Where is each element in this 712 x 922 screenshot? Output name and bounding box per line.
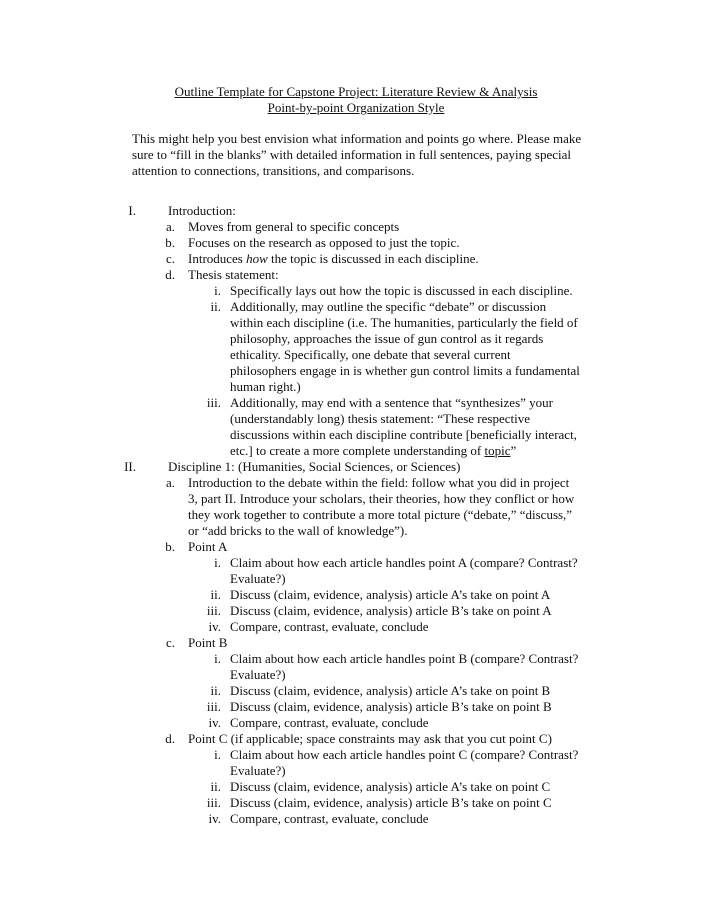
item-text: Discuss (claim, evidence, analysis) article B’s take on point B xyxy=(230,699,552,714)
item-label: i. xyxy=(214,651,221,666)
item-text: Discuss (claim, evidence, analysis) article B’s take on point C xyxy=(230,795,552,810)
document-title: Outline Template for Capstone Project: Literature Review & Analysis xyxy=(174,84,538,99)
item-text-part: Introduces xyxy=(188,251,247,266)
item-label: ii. xyxy=(210,779,221,794)
item-text-continued: philosophy, approaches the issue of gun control as it regards xyxy=(230,331,544,346)
item-label: d. xyxy=(165,731,175,746)
item-text: Claim about how each article handles point A (compare? Contrast? xyxy=(230,555,578,570)
item-label: i. xyxy=(214,283,221,298)
item-label: i. xyxy=(214,747,221,762)
item-label: iii. xyxy=(206,699,221,714)
item-text-continued: (understandably long) thesis statement: “These respective xyxy=(230,411,530,426)
item-text: Discuss (claim, evidence, analysis) article B’s take on point A xyxy=(230,603,552,618)
item-text-part: ” xyxy=(510,443,517,458)
intro-paragraph-line: attention to connections, transitions, and comparisons. xyxy=(132,163,415,178)
item-text-continued: ethicality. Specifically, one debate that several current xyxy=(230,347,511,362)
item-text: Point A xyxy=(188,539,228,554)
item-text: Introduction to the debate within the field: follow what you did in project xyxy=(188,475,570,490)
item-label: a. xyxy=(165,475,175,490)
item-text-continued: 3, part II. Introduce your scholars, their theories, how they conflict or how xyxy=(188,491,575,506)
item-text: Moves from general to specific concepts xyxy=(188,219,400,234)
item-label: a. xyxy=(165,219,175,234)
intro-paragraph-line: This might help you best envision what information and points go where. Please make xyxy=(132,131,582,146)
item-text: Point C (if applicable; space constraints may ask that you cut point C) xyxy=(188,731,552,746)
section-heading: Discipline 1: (Humanities, Social Sciences, or Sciences) xyxy=(168,459,461,474)
item-text: Claim about how each article handles point B (compare? Contrast? xyxy=(230,651,579,666)
item-text: Point B xyxy=(188,635,228,650)
item-text: Compare, contrast, evaluate, conclude xyxy=(230,715,429,730)
document-subtitle: Point-by-point Organization Style xyxy=(267,100,445,115)
item-label: i. xyxy=(214,555,221,570)
item-label: iii. xyxy=(206,395,221,410)
item-text: Discuss (claim, evidence, analysis) article A’s take on point B xyxy=(230,683,551,698)
item-text: Discuss (claim, evidence, analysis) article A’s take on point A xyxy=(230,587,551,602)
item-label: ii. xyxy=(210,683,221,698)
item-text xyxy=(188,251,479,267)
item-text-emphasis: how xyxy=(246,251,268,266)
item-text: Additionally, may outline the specific “debate” or discussion xyxy=(230,299,547,314)
item-text: Thesis statement: xyxy=(188,267,279,282)
item-text-continued: within each discipline (i.e. The humanities, particularly the field of xyxy=(230,315,578,330)
item-label: b. xyxy=(165,539,175,554)
intro-paragraph-line: sure to “fill in the blanks” with detailed information in full sentences, paying special xyxy=(132,147,571,162)
item-text: Claim about how each article handles point C (compare? Contrast? xyxy=(230,747,579,762)
item-text-continued: Evaluate?) xyxy=(230,667,286,682)
item-label: b. xyxy=(165,235,175,250)
item-text: Focuses on the research as opposed to just the topic. xyxy=(188,235,460,250)
item-label: d. xyxy=(165,267,175,282)
roman-numeral: I. xyxy=(128,203,136,218)
item-text-part: the topic is discussed in each discipline. xyxy=(267,251,479,266)
item-text: Compare, contrast, evaluate, conclude xyxy=(230,619,429,634)
item-label: c. xyxy=(165,635,175,650)
item-text-continued: philosophers engage in is whether gun control limits a fundamental xyxy=(230,363,580,378)
item-text-continued xyxy=(230,443,516,459)
item-text: Compare, contrast, evaluate, conclude xyxy=(230,811,429,826)
item-label: iv. xyxy=(208,619,221,634)
item-text: Additionally, may end with a sentence that “synthesizes” your xyxy=(230,395,553,410)
item-text-part: etc.] to create a more complete understanding of xyxy=(230,443,485,458)
item-label: iv. xyxy=(208,715,221,730)
item-text-continued: human right.) xyxy=(230,379,301,394)
item-text-continued: they work together to contribute a more total picture (“debate,” “discuss,” xyxy=(188,507,573,522)
item-text-continued: Evaluate?) xyxy=(230,571,286,586)
item-text-continued: or “add bricks to the wall of knowledge”). xyxy=(188,523,408,538)
item-text: Specifically lays out how the topic is discussed in each discipline. xyxy=(230,283,573,298)
item-label: iii. xyxy=(206,795,221,810)
item-label: ii. xyxy=(210,587,221,602)
underlined-word: topic xyxy=(484,443,511,458)
item-label: iv. xyxy=(208,811,221,826)
item-label: ii. xyxy=(210,299,221,314)
item-text: Discuss (claim, evidence, analysis) article A’s take on point C xyxy=(230,779,551,794)
item-text-continued: discussions within each discipline contribute [beneficially interact, xyxy=(230,427,577,442)
item-text-continued: Evaluate?) xyxy=(230,763,286,778)
section-heading: Introduction: xyxy=(168,203,236,218)
item-label: c. xyxy=(165,251,175,266)
roman-numeral: II. xyxy=(124,459,136,474)
item-label: iii. xyxy=(206,603,221,618)
